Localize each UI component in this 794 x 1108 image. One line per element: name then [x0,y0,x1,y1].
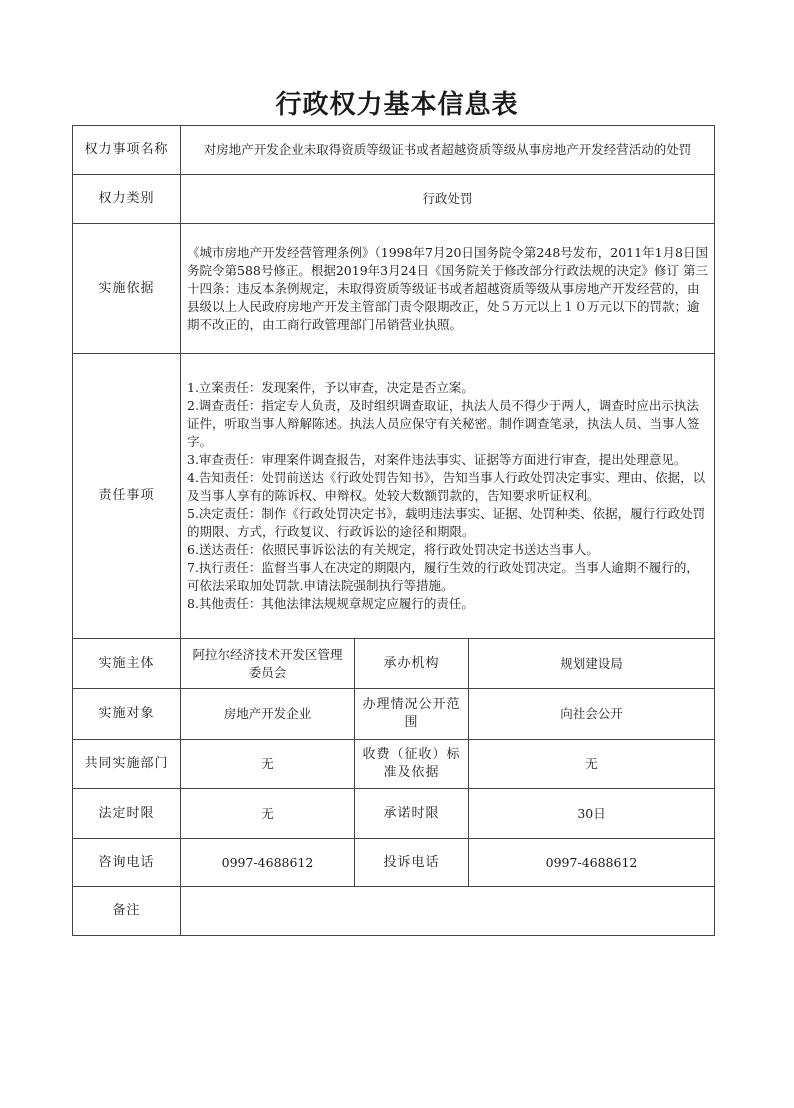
value-remark [181,887,715,936]
label-legal-limit: 法定时限 [73,789,181,839]
label-name: 权力事项名称 [73,126,181,175]
row-phone [73,839,715,887]
page-title: 行政权力基本信息表 [275,90,519,120]
label-basis: 实施依据 [73,224,181,354]
value-complaint-phone: 0997-4688612 [469,839,715,887]
info-table [72,125,715,936]
label-disclosure: 办理情况公开范围 [355,689,469,740]
value-joint: 无 [181,740,355,789]
label-category: 权力类别 [73,175,181,224]
value-disclosure: 向社会公开 [469,689,715,740]
duty-item: 4.告知责任：处罚前送达《行政处罚告知书》，告知当事人行政处罚决定事实、理由、依据，以及当事人享有的陈诉权、申辩权。处较大数额罚款的，告知要求听证权利。 [187,470,706,503]
value-subject: 阿拉尔经济技术开发区管理委员会 [181,639,355,689]
value-agency: 规划建设局 [469,639,715,689]
value-basis: 《城市房地产开发经营管理条例》（1998年7月20日国务院令第248号发布，2011年1月8日国务院令第588号修正。根据2019年3月24日《国务院关于修改部分行政法规的决定》修订 第三十四条：违反本条例规定，未取得资质等级证书或者超越资质等级从事房地产开发经营的，由县级以上人民政府房地产开发主管部门责令限期改正，处５万元以上１０万元以下的罚款；逾期不改正的，由工商行政管理部门吊销营业执照。 [181,224,715,354]
value-duties [181,354,715,639]
label-fee: 收费（征收）标准及依据 [355,740,469,789]
row-joint [73,740,715,789]
label-target: 实施对象 [73,689,181,740]
value-consult-phone: 0997-4688612 [181,839,355,887]
label-agency: 承办机构 [355,639,469,689]
row-category [73,175,715,224]
value-promise-limit: 30日 [469,789,715,839]
row-target [73,689,715,740]
row-duties [73,354,715,639]
value-name: 对房地产开发企业未取得资质等级证书或者超越资质等级从事房地产开发经营活动的处罚 [181,126,715,175]
label-complaint-phone: 投诉电话 [355,839,469,887]
duty-item: 2.调查责任：指定专人负责，及时组织调查取证，执法人员不得少于两人，调查时应出示执法证件，听取当事人辩解陈述。执法人员应保守有关秘密。制作调查笔录，执法人员、当事人签字。 [187,398,700,449]
row-basis [73,224,715,354]
row-remark [73,887,715,936]
value-category: 行政处罚 [181,175,715,224]
label-consult-phone: 咨询电话 [73,839,181,887]
label-remark: 备注 [73,887,181,936]
label-duties: 责任事项 [73,354,181,639]
label-subject: 实施主体 [73,639,181,689]
label-joint: 共同实施部门 [73,740,181,789]
row-subject [73,639,715,689]
value-fee: 无 [469,740,715,789]
row-name [73,126,715,175]
value-target: 房地产开发企业 [181,689,355,740]
value-legal-limit: 无 [181,789,355,839]
duty-item: 3.审查责任：审理案件调查报告，对案件违法事实、证据等方面进行审查，提出处理意见。 [187,452,687,467]
duty-item: 1.立案责任：发现案件，予以审查，决定是否立案。 [187,380,474,395]
label-promise-limit: 承诺时限 [355,789,469,839]
duty-item: 7.执行责任：监督当事人在决定的期限内，履行生效的行政处罚决定。当事人逾期不履行的，可依法采取加处罚款.申请法院强制执行等措施。 [187,560,699,593]
duty-item: 6.送达责任：依照民事诉讼法的有关规定，将行政处罚决定书送达当事人。 [187,542,599,557]
duty-item: 5.决定责任：制作《行政处罚决定书》，载明违法事实、证据、处罚种类、依据，履行行政处罚的期限、方式，行政复议、行政诉讼的途径和期限。 [187,506,706,539]
row-timelimit [73,789,715,839]
duty-item: 8.其他责任：其他法律法规规章规定应履行的责任。 [187,596,474,611]
